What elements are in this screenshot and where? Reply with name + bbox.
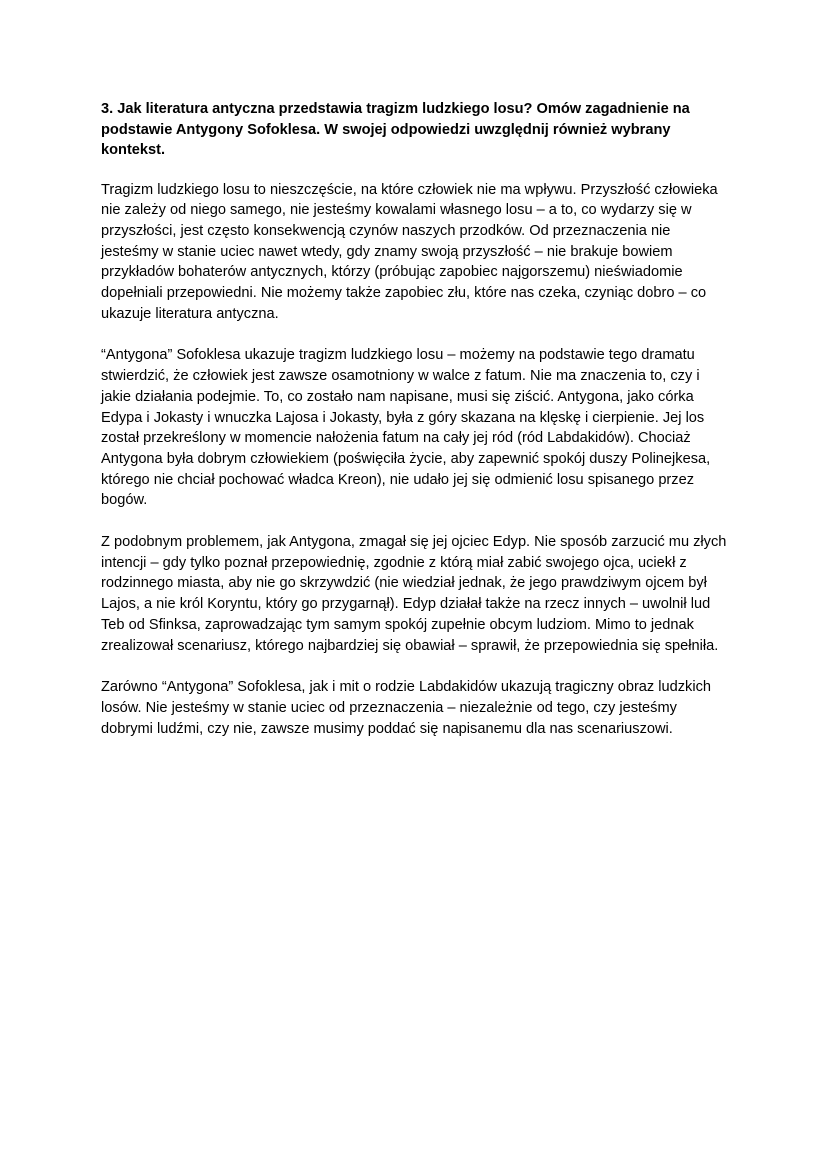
paragraph-conclusion: Zarówno “Antygona” Sofoklesa, jak i mit o rodzie Labdakidów ukazują tragiczny obraz ludzkich losów. Nie jesteśmy w stanie uciec od przeznaczenia – niezależnie od tego, czy jesteśmy dobrymi ludźmi, czy nie, zawsze musimy poddać się napisanemu dla nas scenariuszowi. [101,679,712,737]
paragraph-antygona: “Antygona” Sofoklesa ukazuje tragizm ludzkiego losu – możemy na podstawie tego dramatu stwierdzić, że człowiek jest zawsze osamotniony w walce z fatum. Nie ma znaczenia to, czy i jakie działania podejmie. To, co zostało nam napisane, musi się ziścić. Antygona, jako córka Edypa i Jokasty i wnuczka Lajosa i Jokasty, była z góry skazana na klęskę i cierpienie. Jej los został przekreślony w momencie nałożenia fatum na cały jej ród (ród Labdakidów). Chociaż Antygona była dobrym człowiekiem (poświęciła życie, aby zapewnić spokój duszy Polinejkesa, którego nie chciał pochować władca Kreon), nie udało jej się odmienić losu spisanego przez bogów. [101,347,711,509]
document-body [101,99,731,760]
paragraph-edyp: Z podobnym problemem, jak Antygona, zmagał się jej ojciec Edyp. Nie sposób zarzucić mu złych intencji – gdy tylko poznał przepowiednię, zgodnie z którą miał zabić swojego ojca, uciekł z rodzinnego miasta, aby nie go skrzywdzić (nie wiedział jednak, że jego prawdziwym ojcem był Lajos, a nie król Koryntu, który go przygarnął). Edyp działał także na rzecz innych – uwolnił lud Teb od Sfinksa, zaprowadzając tym samym spokój zupełnie obcym ludziom. Mimo to jednak zrealizował scenariusz, którego najbardziej się obawiał – sprawił, że przepowiednia się spełniła. [101,534,727,654]
question-heading: 3. Jak literatura antyczna przedstawia tragizm ludzkiego losu? Omów zagadnienie na podstawie Antygony Sofoklesa. W swojej odpowiedzi uwzględnij również wybrany kontekst. [101,101,690,158]
paragraph-introduction: Tragizm ludzkiego losu to nieszczęście, na które człowiek nie ma wpływu. Przyszłość człowieka nie zależy od niego samego, nie jesteśmy kowalami własnego losu – a to, co wydarzy się w przyszłości, jest często konsekwencją czynów naszych przodków. Od przeznaczenia nie jesteśmy w stanie uciec nawet wtedy, gdy znamy swoją przyszłość – nie brakuje bowiem przykładów bohaterów antycznych, którzy (próbując zapobiec najgorszemu) nieświadomie dopełniali przepowiedni. Nie możemy także zapobiec złu, które nas czeka, czyniąc dobro – co ukazuje literatura antyczna. [101,181,718,322]
